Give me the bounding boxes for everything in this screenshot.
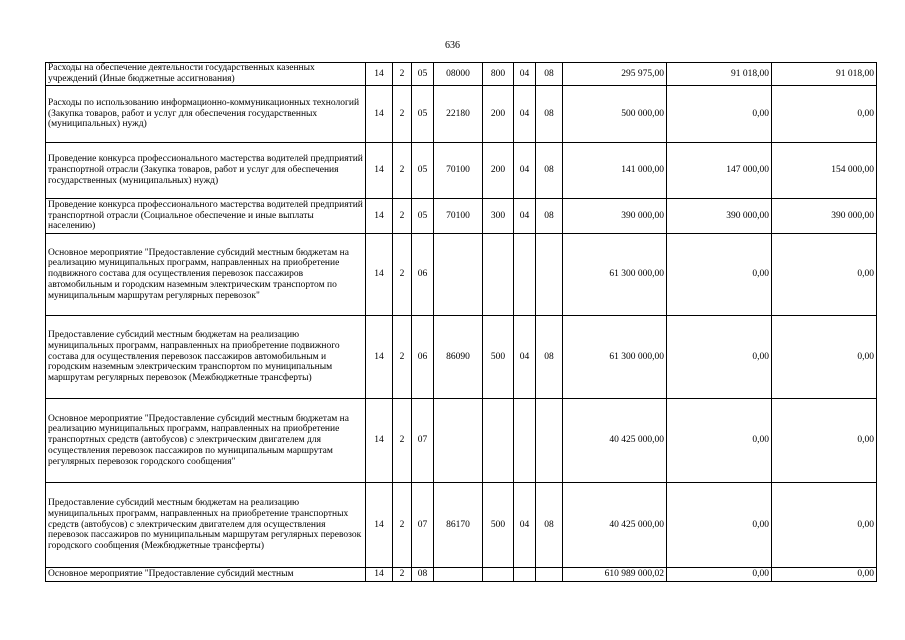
table-row bbox=[46, 483, 877, 568]
code-cell-5: 200 bbox=[483, 86, 514, 143]
code-cell-2: 2 bbox=[393, 199, 412, 234]
amount-cell-1: 390 000,00 bbox=[563, 199, 667, 234]
code-cell-5: 500 bbox=[483, 483, 514, 568]
code-cell-7 bbox=[536, 399, 563, 483]
code-cell-2: 2 bbox=[393, 234, 412, 316]
code-cell-4: 22180 bbox=[434, 86, 483, 143]
amount-cell-3: 0,00 bbox=[772, 86, 877, 143]
description-cell: Основное мероприятие "Предоставление субсидий местным бюджетам на реализацию муниципальных программ, направленных на приобретение транспортных средств (автобусов) с электрическим двигателем для осуществления перевозок пассажиров по муниципальным маршрутам регулярных перевозок городского сообщения" bbox=[46, 399, 366, 483]
code-cell-7: 08 bbox=[536, 483, 563, 568]
table-row bbox=[46, 399, 877, 483]
amount-cell-2: 0,00 bbox=[667, 483, 772, 568]
code-cell-4: 86170 bbox=[434, 483, 483, 568]
code-cell-4: 70100 bbox=[434, 199, 483, 234]
code-cell-4: 86090 bbox=[434, 316, 483, 399]
code-cell-7: 08 bbox=[536, 199, 563, 234]
description-cell: Расходы на обеспечение деятельности государственных казенных учреждений (Иные бюджетные ассигнования) bbox=[46, 63, 366, 86]
amount-cell-2: 390 000,00 bbox=[667, 199, 772, 234]
code-cell-4 bbox=[434, 568, 483, 582]
amount-cell-3: 390 000,00 bbox=[772, 199, 877, 234]
table-row bbox=[46, 234, 877, 316]
code-cell-6: 04 bbox=[514, 143, 536, 199]
code-cell-2: 2 bbox=[393, 483, 412, 568]
code-cell-5 bbox=[483, 234, 514, 316]
code-cell-2: 2 bbox=[393, 316, 412, 399]
description-cell: Проведение конкурса профессионального мастерства водителей предприятий транспортной отрасли (Социальное обеспечение и иные выплаты населению) bbox=[46, 199, 366, 234]
amount-cell-3: 0,00 bbox=[772, 399, 877, 483]
table-row bbox=[46, 143, 877, 199]
code-cell-3: 06 bbox=[412, 316, 434, 399]
code-cell-7: 08 bbox=[536, 316, 563, 399]
table-row bbox=[46, 86, 877, 143]
description-cell: Основное мероприятие "Предоставление субсидий местным бюджетам на реализацию муниципальных программ, направленных на приобретение подвижного состава для осуществления перевозок пассажиров автомобильным и городским наземным электрическим транспортом по муниципальным маршрутам регулярных перевозок" bbox=[46, 234, 366, 316]
amount-cell-1: 40 425 000,00 bbox=[563, 399, 667, 483]
code-cell-6: 04 bbox=[514, 86, 536, 143]
code-cell-3: 07 bbox=[412, 483, 434, 568]
amount-cell-1: 295 975,00 bbox=[563, 63, 667, 86]
code-cell-2: 2 bbox=[393, 143, 412, 199]
code-cell-1: 14 bbox=[366, 86, 393, 143]
code-cell-1: 14 bbox=[366, 63, 393, 86]
code-cell-7: 08 bbox=[536, 63, 563, 86]
code-cell-3: 07 bbox=[412, 399, 434, 483]
code-cell-6: 04 bbox=[514, 199, 536, 234]
code-cell-1: 14 bbox=[366, 234, 393, 316]
description-cell: Расходы по использованию информационно-коммуникационных технологий (Закупка товаров, работ и услуг для обеспечения государственных (муниципальных) нужд) bbox=[46, 86, 366, 143]
code-cell-2: 2 bbox=[393, 63, 412, 86]
amount-cell-1: 141 000,00 bbox=[563, 143, 667, 199]
amount-cell-3: 0,00 bbox=[772, 568, 877, 582]
amount-cell-2: 0,00 bbox=[667, 568, 772, 582]
amount-cell-3: 0,00 bbox=[772, 316, 877, 399]
code-cell-3: 05 bbox=[412, 86, 434, 143]
code-cell-5 bbox=[483, 399, 514, 483]
code-cell-6 bbox=[514, 568, 536, 582]
code-cell-4 bbox=[434, 234, 483, 316]
table-row bbox=[46, 568, 877, 582]
description-cell: Предоставление субсидий местным бюджетам на реализацию муниципальных программ, направленных на приобретение подвижного состава для осуществления перевозок пассажиров автомобильным и городским наземным электрическим транспортом по муниципальным маршрутам регулярных перевозок (Межбюджетные трансферты) bbox=[46, 316, 366, 399]
page-number: 636 bbox=[445, 40, 460, 51]
description-cell: Проведение конкурса профессионального мастерства водителей предприятий транспортной отрасли (Закупка товаров, работ и услуг для обеспечения государственных (муниципальных) нужд) bbox=[46, 143, 366, 199]
code-cell-1: 14 bbox=[366, 399, 393, 483]
code-cell-3: 06 bbox=[412, 234, 434, 316]
table-row bbox=[46, 316, 877, 399]
amount-cell-2: 0,00 bbox=[667, 316, 772, 399]
amount-cell-3: 91 018,00 bbox=[772, 63, 877, 86]
amount-cell-3: 0,00 bbox=[772, 234, 877, 316]
amount-cell-2: 91 018,00 bbox=[667, 63, 772, 86]
amount-cell-2: 0,00 bbox=[667, 399, 772, 483]
amount-cell-1: 500 000,00 bbox=[563, 86, 667, 143]
code-cell-6: 04 bbox=[514, 63, 536, 86]
code-cell-5: 200 bbox=[483, 143, 514, 199]
amount-cell-3: 154 000,00 bbox=[772, 143, 877, 199]
amount-cell-1: 610 989 000,02 bbox=[563, 568, 667, 582]
code-cell-3: 08 bbox=[412, 568, 434, 582]
table-body bbox=[46, 63, 877, 582]
code-cell-4: 08000 bbox=[434, 63, 483, 86]
code-cell-2: 2 bbox=[393, 86, 412, 143]
code-cell-1: 14 bbox=[366, 316, 393, 399]
amount-cell-2: 147 000,00 bbox=[667, 143, 772, 199]
code-cell-5: 800 bbox=[483, 63, 514, 86]
table-row bbox=[46, 199, 877, 234]
code-cell-2: 2 bbox=[393, 568, 412, 582]
description-cell: Основное мероприятие "Предоставление субсидий местным bbox=[46, 568, 366, 582]
code-cell-1: 14 bbox=[366, 568, 393, 582]
code-cell-7: 08 bbox=[536, 86, 563, 143]
amount-cell-1: 61 300 000,00 bbox=[563, 316, 667, 399]
amount-cell-3: 0,00 bbox=[772, 483, 877, 568]
code-cell-1: 14 bbox=[366, 483, 393, 568]
code-cell-7: 08 bbox=[536, 143, 563, 199]
code-cell-6 bbox=[514, 399, 536, 483]
amount-cell-2: 0,00 bbox=[667, 86, 772, 143]
code-cell-1: 14 bbox=[366, 143, 393, 199]
code-cell-4 bbox=[434, 399, 483, 483]
code-cell-4: 70100 bbox=[434, 143, 483, 199]
code-cell-3: 05 bbox=[412, 199, 434, 234]
code-cell-1: 14 bbox=[366, 199, 393, 234]
code-cell-6 bbox=[514, 234, 536, 316]
amount-cell-2: 0,00 bbox=[667, 234, 772, 316]
code-cell-5: 500 bbox=[483, 316, 514, 399]
amount-cell-1: 61 300 000,00 bbox=[563, 234, 667, 316]
code-cell-5 bbox=[483, 568, 514, 582]
description-cell: Предоставление субсидий местным бюджетам на реализацию муниципальных программ, направленных на приобретение транспортных средств (автобусов) с электрическим двигателем для осуществления перевозок пассажиров по муниципальным маршрутам регулярных перевозок городского сообщения (Межбюджетные трансферты) bbox=[46, 483, 366, 568]
code-cell-3: 05 bbox=[412, 63, 434, 86]
code-cell-5: 300 bbox=[483, 199, 514, 234]
code-cell-6: 04 bbox=[514, 316, 536, 399]
amount-cell-1: 40 425 000,00 bbox=[563, 483, 667, 568]
budget-table bbox=[45, 62, 877, 582]
code-cell-7 bbox=[536, 234, 563, 316]
code-cell-7 bbox=[536, 568, 563, 582]
table-row bbox=[46, 63, 877, 86]
code-cell-2: 2 bbox=[393, 399, 412, 483]
code-cell-3: 05 bbox=[412, 143, 434, 199]
code-cell-6: 04 bbox=[514, 483, 536, 568]
